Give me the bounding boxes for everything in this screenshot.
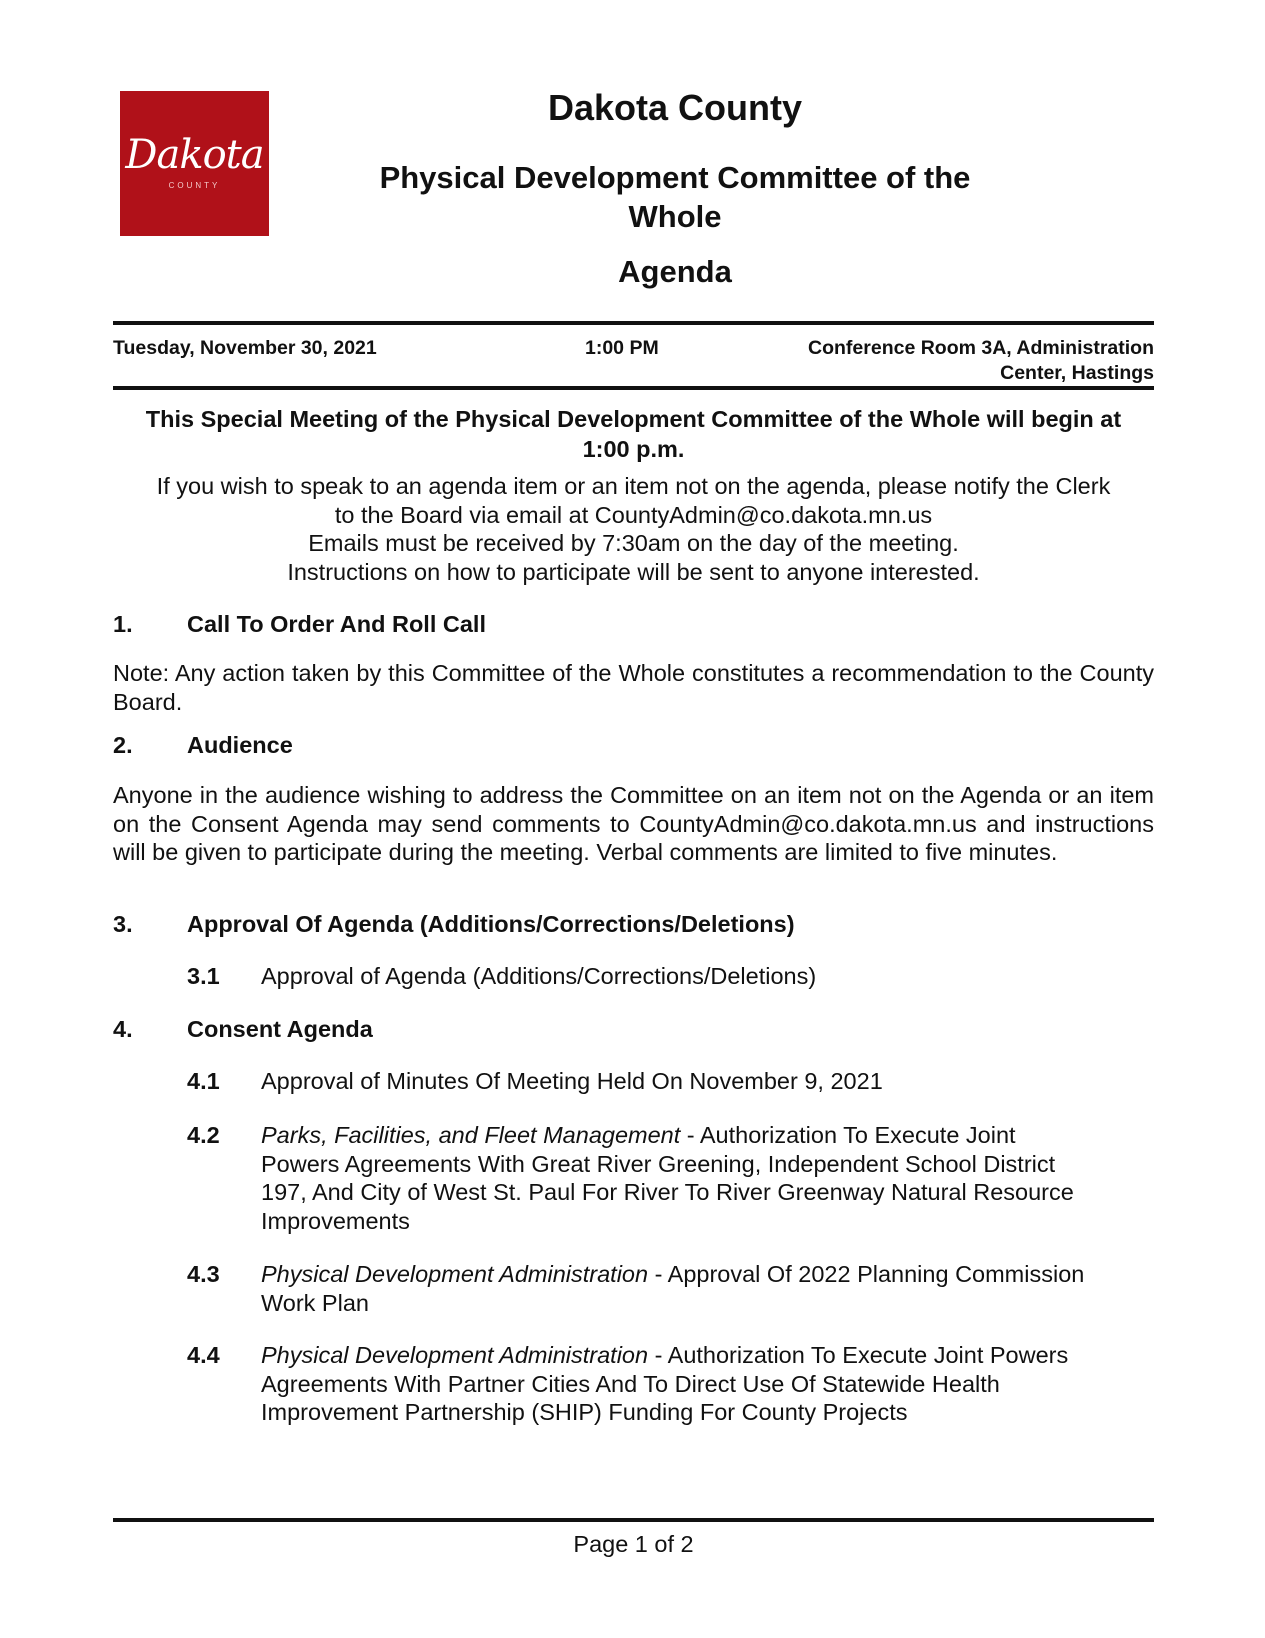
section-title-call-to-order: Call To Order And Roll Call: [187, 611, 486, 637]
document-type-title: Agenda: [618, 254, 732, 289]
agenda-item[interactable]: [261, 1067, 1141, 1096]
section-title-consent-agenda: Consent Agenda: [187, 1016, 373, 1042]
section-number: 4.: [113, 1016, 133, 1042]
agenda-item-text: - Approval Of 2022 Planning Commission Work Plan: [261, 1261, 1085, 1316]
logo-script-text: Dakota: [125, 132, 264, 178]
header-bottom-rule: [113, 386, 1154, 390]
agenda-item-department: Parks, Facilities, and Fleet Management: [261, 1122, 681, 1148]
special-notice-line1: This Special Meeting of the Physical Development Committee of the Whole will begin at: [145, 406, 1122, 432]
intro-line: Instructions on how to participate will be sent to anyone interested.: [287, 558, 980, 585]
agenda-item-number: 4.4: [187, 1342, 220, 1368]
committee-title: [290, 158, 1060, 236]
meeting-location-line2: Center, Hastings: [1000, 362, 1154, 384]
logo-sub-text: COUNTY: [168, 181, 221, 190]
special-meeting-notice: [113, 404, 1154, 464]
special-notice-line2: 1:00 p.m.: [582, 436, 685, 462]
agenda-item[interactable]: [261, 1260, 1141, 1317]
section-title-audience: Audience: [187, 732, 293, 758]
section-number: 3.: [113, 911, 133, 937]
section-title-approval-of-agenda: Approval Of Agenda (Additions/Corrections/Deletions): [187, 911, 795, 937]
agenda-item[interactable]: [261, 962, 1141, 991]
footer-rule: [113, 1518, 1154, 1522]
meeting-date: Tuesday, November 30, 2021: [113, 337, 377, 359]
page-number: Page 1 of 2: [573, 1531, 694, 1557]
agenda-item-text: Approval of Agenda (Additions/Corrections/Deletions): [261, 963, 817, 989]
section-number: 1.: [113, 611, 133, 637]
committee-title-line1: Physical Development Committee of the: [379, 160, 971, 195]
agenda-item[interactable]: [261, 1121, 1091, 1235]
agenda-item-number: 4.3: [187, 1261, 220, 1287]
agenda-item-text: Approval of Minutes Of Meeting Held On November 9, 2021: [261, 1068, 883, 1094]
agenda-item-text: - Authorization To Execute Joint Powers Agreements With Partner Cities And To Direct Use Of Statewide Health Improvement Partnership (SHIP) Funding For County Projects: [261, 1342, 1069, 1425]
header-top-rule: [113, 321, 1154, 325]
agenda-item-number: 4.1: [187, 1068, 220, 1094]
intro-line: to the Board via email at CountyAdmin@co.dakota.mn.us: [334, 501, 933, 528]
participation-instructions: [113, 472, 1154, 586]
section-number: 2.: [113, 732, 133, 758]
agenda-item-department: Physical Development Administration: [261, 1261, 649, 1287]
organization-title: Dakota County: [547, 87, 803, 128]
committee-title-line2: Whole: [628, 199, 722, 234]
meeting-time: 1:00 PM: [585, 337, 659, 359]
meeting-location: [754, 336, 1154, 386]
agenda-item-text: - Authorization To Execute Joint Powers Agreements With Great River Greening, Independent School District 197, And City of West St. Paul For River To River Greenway Natural Resource Improvements: [261, 1122, 1074, 1234]
intro-line: Emails must be received by 7:30am on the day of the meeting.: [308, 530, 959, 556]
section-note: Anyone in the audience wishing to address the Committee on an item not on the Agenda or an item on the Consent Agenda may send comments to CountyAdmin@co.dakota.mn.us and instructions will be given to participate during the meeting. Verbal comments are limited to five minutes.: [113, 782, 1154, 865]
agenda-item[interactable]: [261, 1341, 1141, 1427]
section-note: Note: Any action taken by this Committee of the Whole constitutes a recommendation to the County Board.: [113, 660, 1154, 715]
agenda-item-number: 4.2: [187, 1122, 220, 1148]
dakota-county-logo: [120, 91, 269, 236]
meeting-location-line1: Conference Room 3A, Administration: [808, 337, 1154, 359]
agenda-item-number: 3.1: [187, 963, 220, 989]
agenda-item-department: Physical Development Administration: [261, 1342, 649, 1368]
intro-line: If you wish to speak to an agenda item or an item not on the agenda, please notify the Clerk: [156, 473, 1111, 499]
